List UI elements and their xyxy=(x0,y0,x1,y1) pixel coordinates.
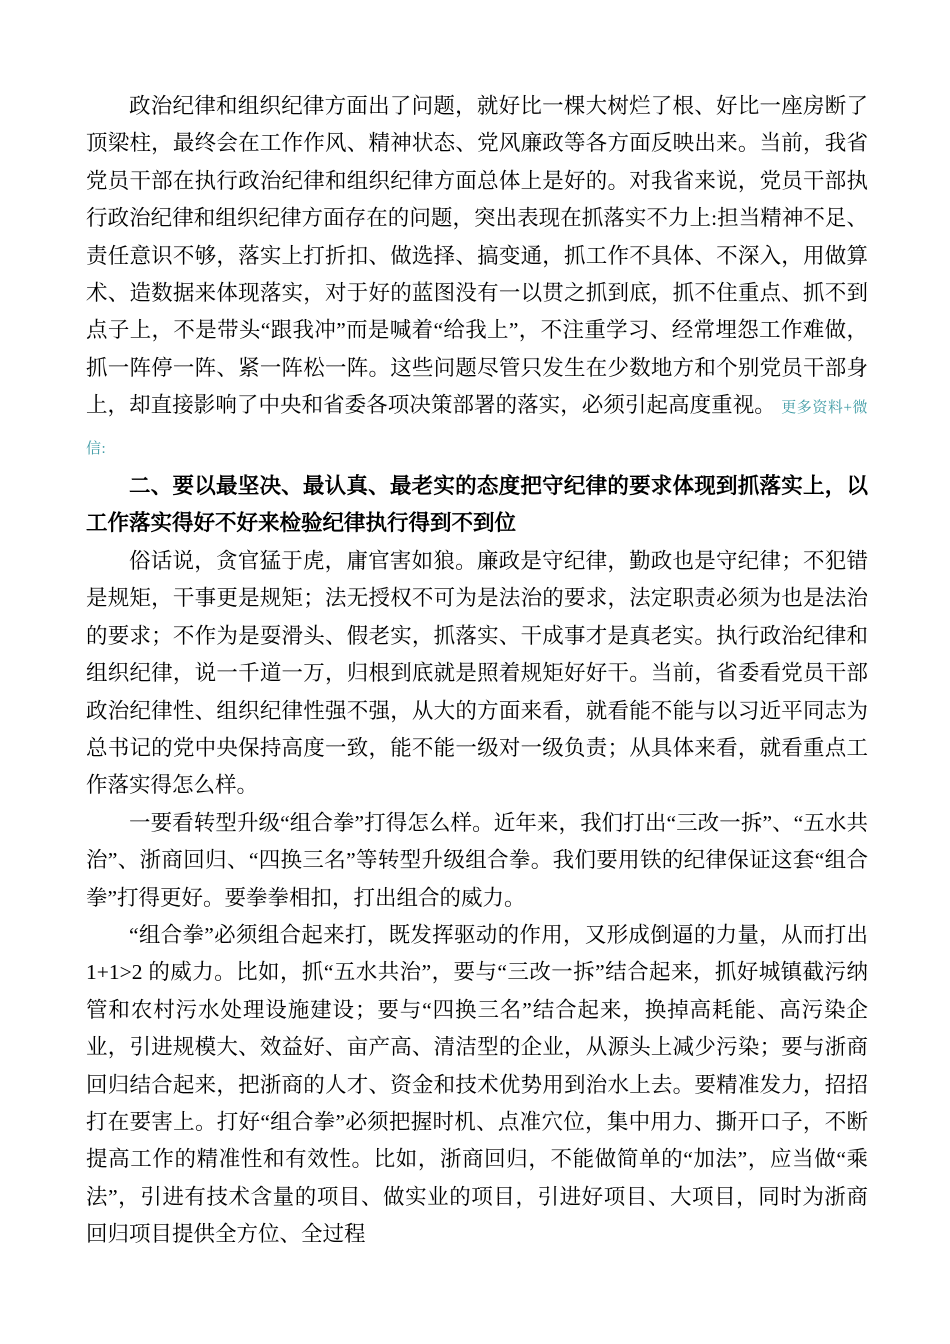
paragraph-1 xyxy=(86,88,868,468)
paragraph-3: 一要看转型升级“组合拳”打得怎么样。近年来，我们打出“三改一拆”、“五水共治”、浙商回归、“四换三名”等转型升级组合拳。我们要用铁的纪律保证这套“组合拳”打得更好。要拳拳相扣，打出组合的威力。 xyxy=(86,810,868,910)
watermark-text: 更多资料+微信: xyxy=(86,400,868,457)
paragraph-1-text: 政治纪律和组织纪律方面出了问题，就好比一棵大树烂了根、好比一座房断了顶梁柱，最终会在工作作风、精神状态、党风廉政等各方面反映出来。当前，我省党员干部在执行政治纪律和组织纪律方面总体上是好的。对我省来说，党员干部执行政治纪律和组织纪律方面存在的问题，突出表现在抓落实不力上:担当精神不足、责任意识不够，落实上打折扣、做选择、搞变通，抓工作不具体、不深入，用做算术、造数据来体现落实，对于好的蓝图没有一以贯之抓到底，抓不住重点、抓不到点子上，不是带头“跟我冲”而是喊着“给我上”，不注重学习、经常埋怨工作难做，抓一阵停一阵、紧一阵松一阵。这些问题尽管只发生在少数地方和个别党员干部身上，却直接影响了中央和省委各项决策部署的落实，必须引起高度重视。 xyxy=(86,94,868,418)
paragraph-2: 俗话说，贪官猛于虎，庸官害如狼。廉政是守纪律，勤政也是守纪律；不犯错是规矩，干事更是规矩；法无授权不可为是法治的要求，法定职责必须为也是法治的要求；不作为是耍滑头、假老实，抓落实、干成事才是真老实。执行政治纪律和组织纪律，说一千道一万，归根到底就是照着规矩好好干。当前，省委看党员干部政治纪律性、组织纪律性强不强，从大的方面来看，就看能不能与以习近平同志为总书记的党中央保持高度一致，能不能一级对一级负责；从具体来看，就看重点工作落实得怎么样。 xyxy=(86,548,868,798)
paragraph-4: “组合拳”必须组合起来打，既发挥驱动的作用，又形成倒逼的力量，从而打出 1+1>2 的威力。比如，抓“五水共治”，要与“三改一拆”结合起来，抓好城镇截污纳管和农村污水处理设施建设；要与“四换三名”结合起来，换掉高耗能、高污染企业，引进规模大、效益好、亩产高、清洁型的企业，从源头上减少污染；要与浙商回归结合起来，把浙商的人才、资金和技术优势用到治水上去。要精准发力，招招打在要害上。打好“组合拳”必须把握时机、点准穴位，集中用力、撕开口子，不断提高工作的精准性和有效性。比如，浙商回归，不能做简单的“加法”，应当做“乘法”，引进有技术含量的项目、做实业的项目，引进好项目、大项目，同时为浙商回归项目提供全方位、全过程 xyxy=(86,922,868,1247)
section-heading: 二、要以最坚决、最认真、最老实的态度把守纪律的要求体现到抓落实上，以工作落实得好不好来检验纪律执行得到不到位 xyxy=(86,474,868,536)
